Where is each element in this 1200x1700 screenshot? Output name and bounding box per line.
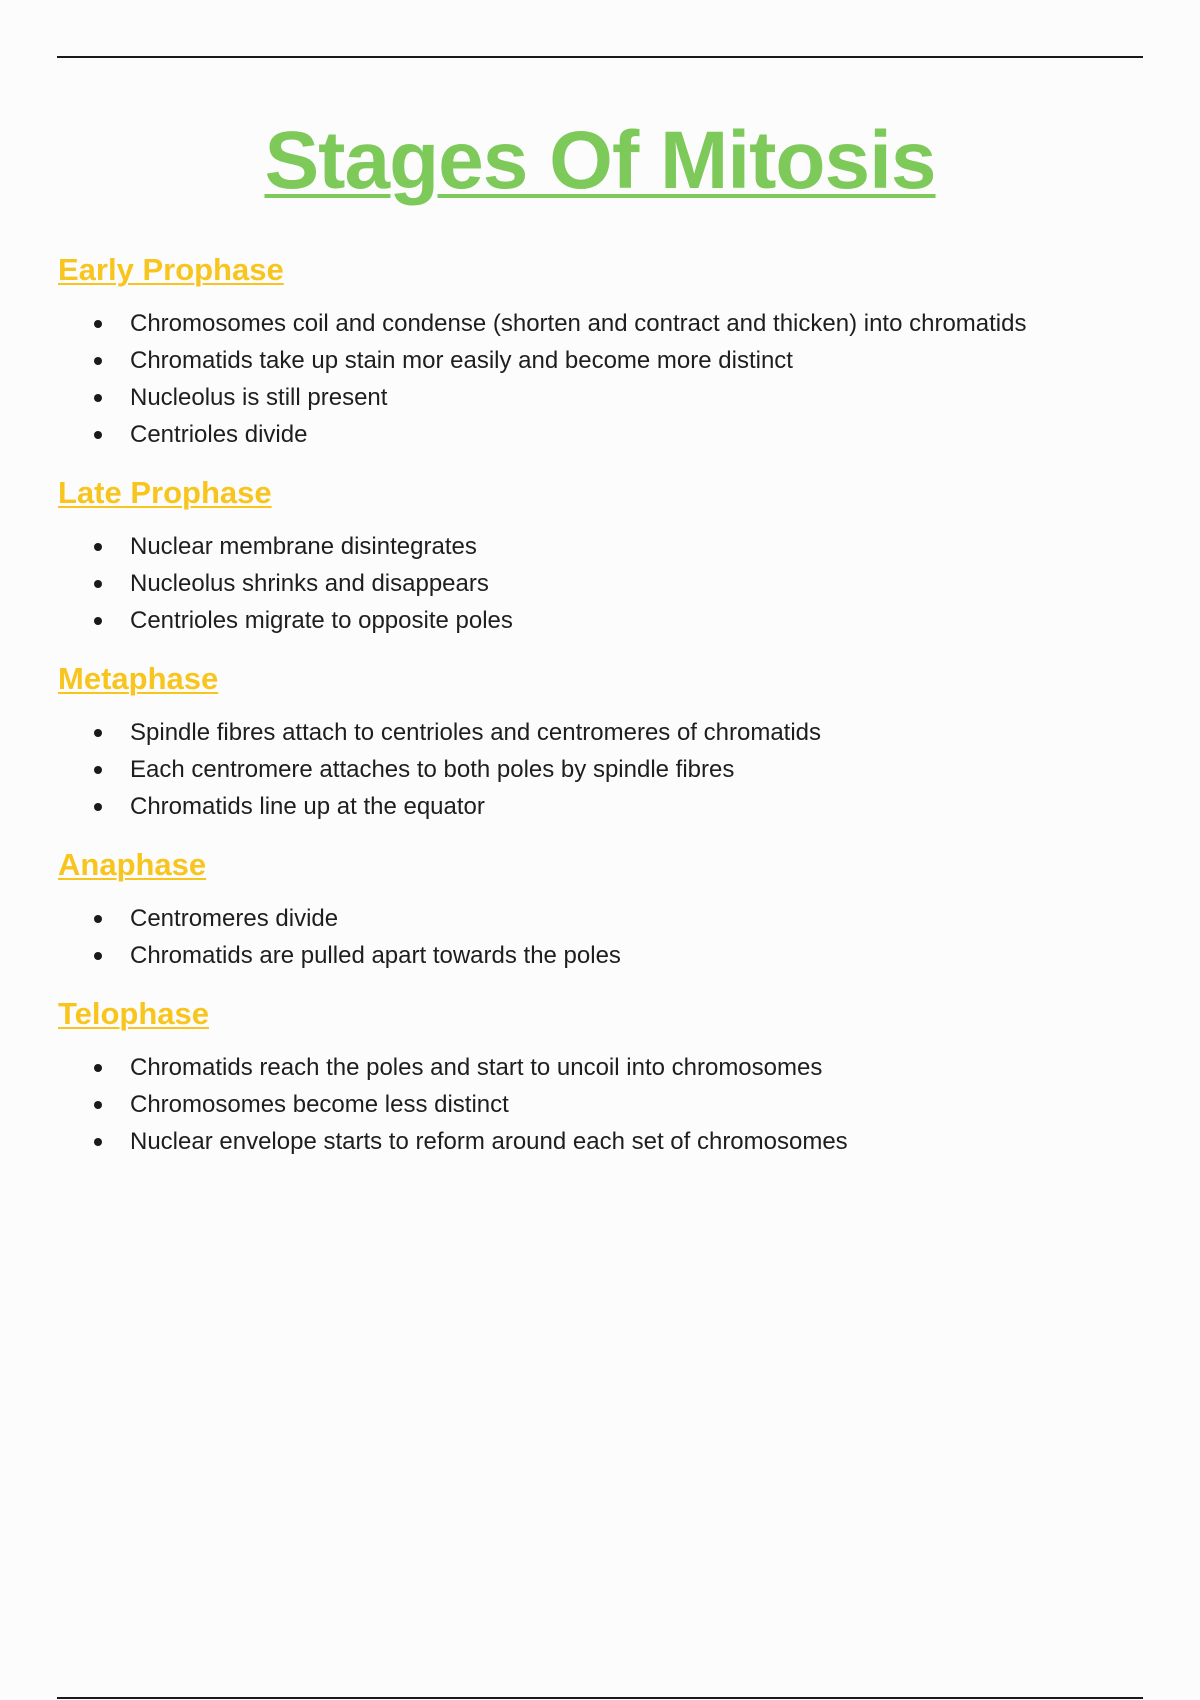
bullet-icon — [94, 952, 102, 960]
bullet-list — [58, 1049, 1148, 1160]
header-rule — [57, 56, 1143, 58]
list-item — [58, 416, 1148, 453]
list-item — [58, 379, 1148, 416]
section-heading: Telophase — [58, 996, 210, 1031]
list-item — [58, 714, 1148, 751]
list-item-text: Chromatids are pulled apart towards the poles — [130, 942, 621, 969]
bullet-list — [58, 305, 1148, 453]
list-item-text: Chromatids take up stain mor easily and become more distinct — [130, 347, 793, 374]
list-item-text: Each centromere attaches to both poles by spindle fibres — [130, 756, 735, 783]
list-item-text: Nuclear membrane disintegrates — [130, 533, 477, 560]
list-item — [58, 305, 1148, 342]
document-body — [58, 250, 1148, 1180]
section-heading: Late Prophase — [58, 475, 272, 510]
list-item — [58, 602, 1148, 639]
section-heading: Early Prophase — [58, 252, 284, 287]
bullet-icon — [94, 1138, 102, 1146]
list-item — [58, 1049, 1148, 1086]
list-item-text: Chromatids line up at the equator — [130, 793, 485, 820]
bullet-icon — [94, 1064, 102, 1072]
bullet-icon — [94, 320, 102, 328]
list-item-text: Chromosomes become less distinct — [130, 1091, 509, 1118]
document-title — [0, 113, 1200, 209]
section-heading: Anaphase — [58, 847, 207, 882]
bullet-icon — [94, 729, 102, 737]
document-title-text: Stages Of Mitosis — [264, 114, 936, 206]
bullet-list — [58, 528, 1148, 639]
bullet-icon — [94, 766, 102, 774]
bullet-icon — [94, 617, 102, 625]
list-item — [58, 565, 1148, 602]
list-item-text: Centrioles migrate to opposite poles — [130, 607, 513, 634]
section-anaphase — [58, 845, 1148, 974]
list-item — [58, 1086, 1148, 1123]
bullet-icon — [94, 915, 102, 923]
list-item — [58, 937, 1148, 974]
bullet-icon — [94, 431, 102, 439]
list-item — [58, 751, 1148, 788]
list-item — [58, 1123, 1148, 1160]
list-item-text: Spindle fibres attach to centrioles and centromeres of chromatids — [130, 719, 822, 746]
list-item-text: Centromeres divide — [130, 905, 339, 932]
list-item-text: Nucleolus shrinks and disappears — [130, 570, 489, 597]
list-item — [58, 788, 1148, 825]
bullet-icon — [94, 580, 102, 588]
section-metaphase — [58, 659, 1148, 825]
list-item-text: Chromosomes coil and condense (shorten and contract and thicken) into chromatids — [130, 310, 1027, 337]
bullet-list — [58, 714, 1148, 825]
list-item — [58, 342, 1148, 379]
list-item-text: Nuclear envelope starts to reform around each set of chromosomes — [130, 1128, 848, 1155]
bullet-icon — [94, 357, 102, 365]
bullet-icon — [94, 1101, 102, 1109]
section-late-prophase — [58, 473, 1148, 639]
list-item-text: Chromatids reach the poles and start to uncoil into chromosomes — [130, 1054, 823, 1081]
section-early-prophase — [58, 250, 1148, 453]
bullet-icon — [94, 803, 102, 811]
bullet-list — [58, 900, 1148, 974]
list-item-text: Nucleolus is still present — [130, 384, 388, 411]
footer-rule — [57, 1697, 1143, 1699]
bullet-icon — [94, 394, 102, 402]
section-telophase — [58, 994, 1148, 1160]
list-item — [58, 528, 1148, 565]
list-item — [58, 900, 1148, 937]
list-item-text: Centrioles divide — [130, 421, 308, 448]
section-heading: Metaphase — [58, 661, 219, 696]
bullet-icon — [94, 543, 102, 551]
